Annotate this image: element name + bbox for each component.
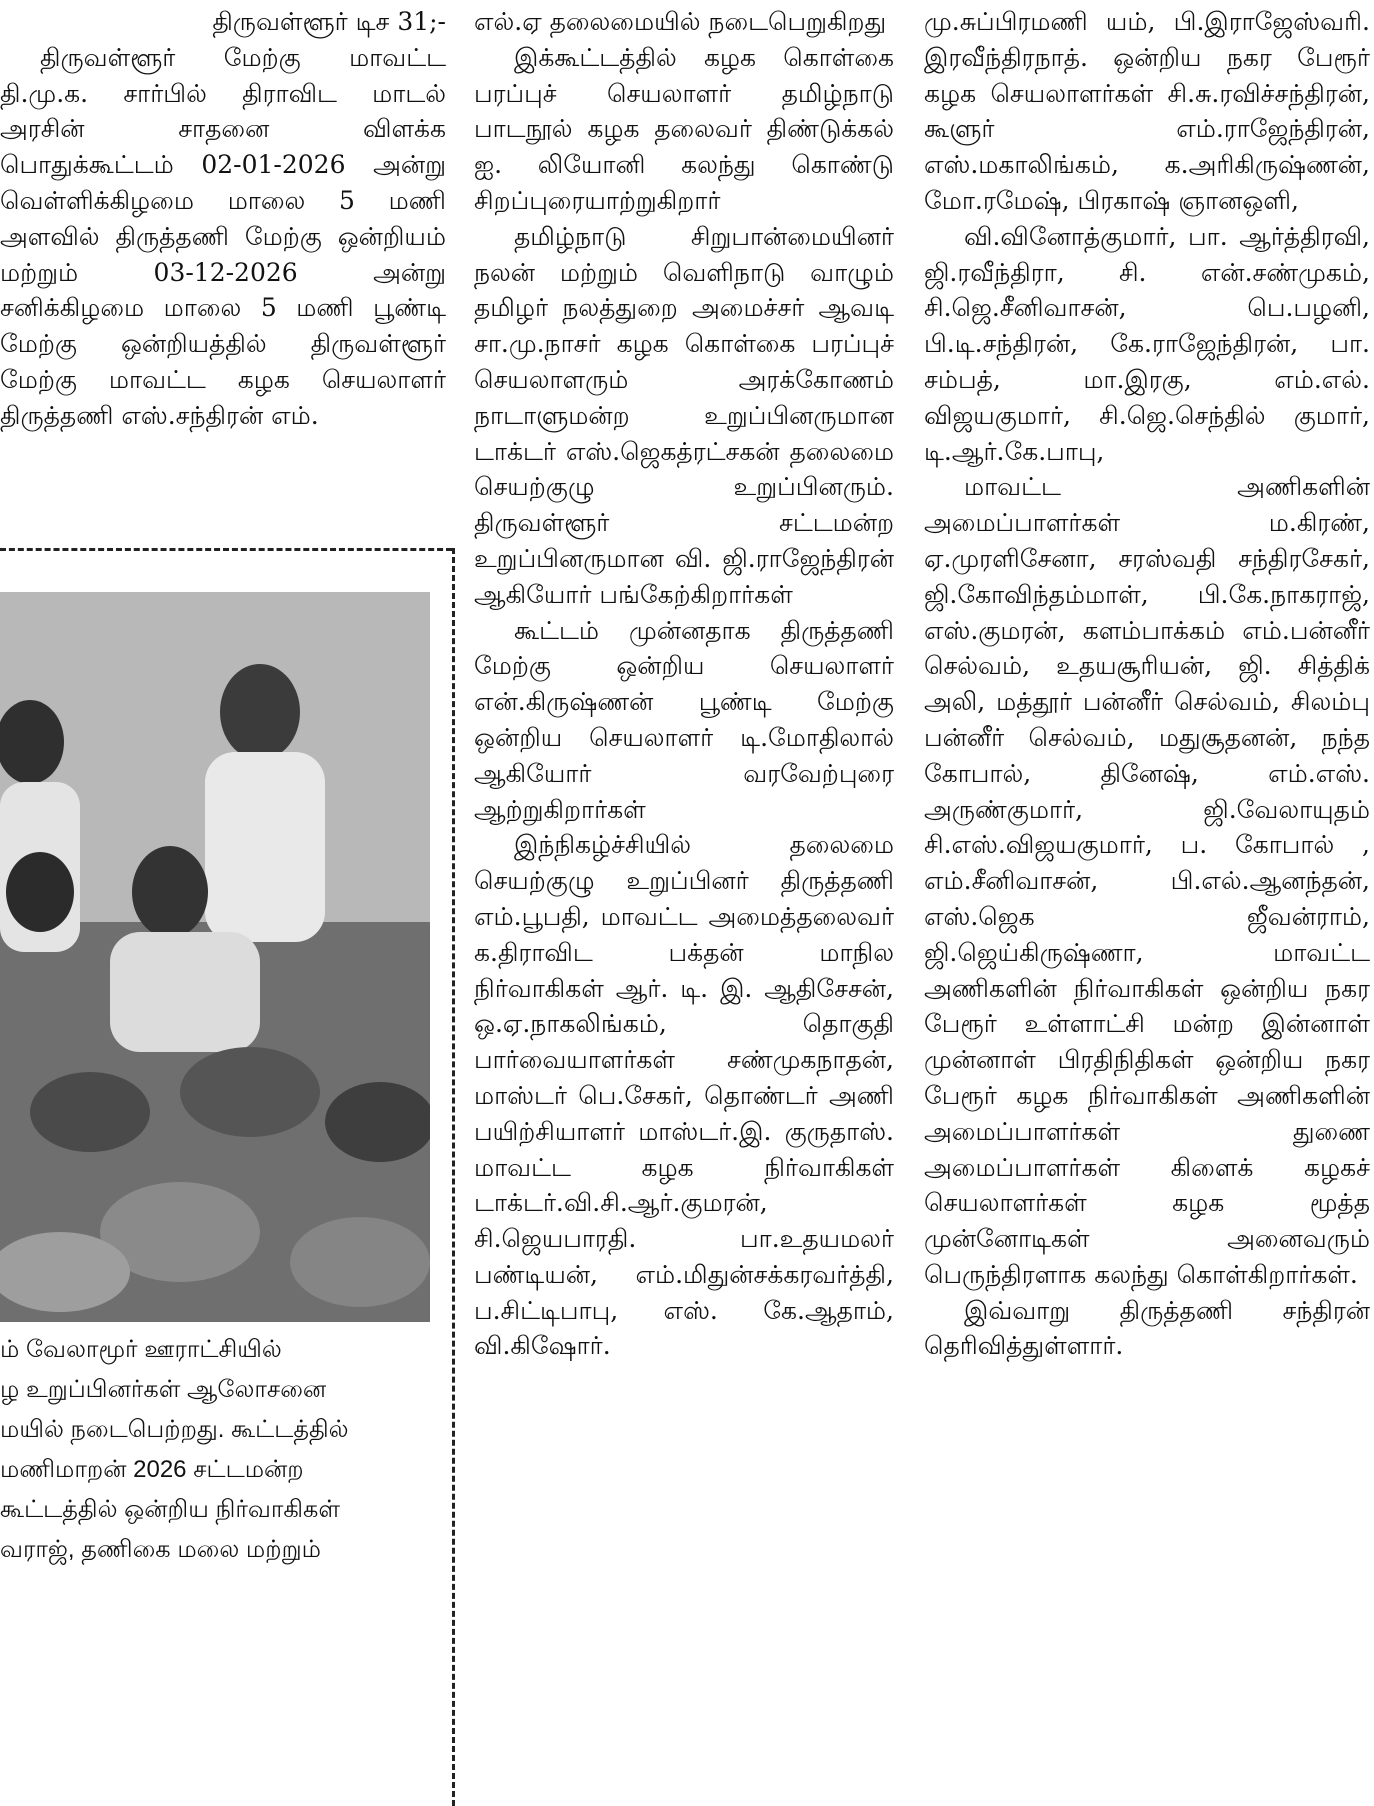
article-paragraph: மு.சுப்பிரமணி யம், பி.இராஜேஸ்வரி. இரவீந்திரநாத். ஒன்றிய நகர பேரூர் கழக செயலாளர்கள் சி.சு.ரவிச்சந்திரன், கூளுர் எம்.ராஜேந்திரன், எஸ்.மகாலிங்கம், க.அரிகிருஷ்ணன், மோ.ரமேஷ், பிரகாஷ் ஞானஒளி, bbox=[924, 7, 1370, 215]
caption-line: ழ உறுப்பினர்கள் ஆலோசனை bbox=[0, 1376, 327, 1403]
news-photo bbox=[0, 592, 430, 1322]
article-paragraph: இந்நிகழ்ச்சியில் தலைமை செயற்குழு உறுப்பினர் திருத்தணி எம்.பூபதி, மாவட்ட அமைத்தலைவர் க.திராவிட பக்தன் மாநில நிர்வாகிகள் ஆர். டி. இ. ஆதிசேசன், ஒ.ஏ.நாகலிங்கம், தொகுதி பார்வையாளர்கள் சண்முகநாதன், மாஸ்டர் பெ.சேகர், தொண்டர் அணி பயிற்சியாளர் மாஸ்டர்.இ. குருதாஸ். மாவட்ட கழக நிர்வாகிகள் டாக்டர்.வி.சி.ஆர்.குமரன், சி.ஜெயபாரதி. பா.உதயமலர் பண்டியன், எம்.மிதுன்சக்கரவர்த்தி, ப.சிட்டிபாபு, எஸ். கே.ஆதாம், வி.கிஷோர். bbox=[474, 830, 894, 1361]
article-paragraph: இக்கூட்டத்தில் கழக கொள்கை பரப்புச் செயலாளர் தமிழ்நாடு பாடநூல் கழக தலைவர் திண்டுக்கல் ஐ. லியோனி கலந்து கொண்டு சிறப்புரையாற்றுகிறார் bbox=[474, 42, 894, 215]
photo-caption bbox=[0, 1330, 446, 1800]
article-column-3 bbox=[924, 4, 1370, 1804]
article-column-2 bbox=[474, 4, 894, 1804]
article-paragraph: மாவட்ட அணிகளின் அமைப்பாளர்கள் ம.கிரண், ஏ.முரளிசேனா, சரஸ்வதி சந்திரசேகர், ஜி.கோவிந்தம்மாள், பி.கே.நாகராஜ், எஸ்.குமரன், களம்பாக்கம் எம்.பன்னீர் செல்வம், உதயசூரியன், ஜி. சித்திக் அலி, மத்தூர் பன்னீர் செல்வம், சிலம்பு பன்னீர் செல்வம், மதுசூதனன், நந்த கோபால், தினேஷ், எம்.எஸ். அருண்குமார், ஜி.வேலாயுதம் சி.எஸ்.விஜயகுமார், ப. கோபால் , எம்.சீனிவாசன், பி.எல்.ஆனந்தன், எஸ்.ஜெக ஜீவன்ராம், ஜி.ஜெய்கிருஷ்ணா, மாவட்ட அணிகளின் நிர்வாகிகள் ஒன்றிய நகர பேரூர் உள்ளாட்சி மன்ற இன்னாள் முன்னாள் பிரதிநிதிகள் ஒன்றிய நகர பேரூர் கழக நிர்வாகிகள் அணிகளின் அமைப்பாளர்கள் துணை அமைப்பாளர்கள் கிளைக் கழகச் செயலாளர்கள் கழக மூத்த முன்னோடிகள் அனைவரும் பெருந்திரளாக கலந்து கொள்கிறார்கள். bbox=[924, 472, 1370, 1289]
article-paragraph: தமிழ்நாடு சிறுபான்மையினர் நலன் மற்றும் வெளிநாடு வாழும் தமிழர் நலத்துறை அமைச்சர் ஆவடி சா.மு.நாசர் கழக கொள்கை பரப்புச் செயலாளரும் அரக்கோணம் நாடாளுமன்ற உறுப்பினருமான டாக்டர் எஸ்.ஜெகத்ரட்சகன் தலைமை செயற்குழு உறுப்பினரும். திருவள்ளூர் சட்டமன்ற உறுப்பினருமான வி. ஜி.ராஜேந்திரன் ஆகியோர் பங்கேற்கிறார்கள் bbox=[474, 221, 894, 609]
caption-line: ம் வேலாமூர் ஊராட்சியில் bbox=[0, 1336, 282, 1363]
photo-icon bbox=[0, 592, 430, 1322]
horizontal-dashed-divider bbox=[0, 548, 452, 551]
article-paragraph: திருவள்ளூர் மேற்கு மாவட்ட தி.மு.க. சார்பில் திராவிட மாடல் அரசின் சாதனை விளக்க பொதுக்கூட்டம் 02-01-2026 அன்று வெள்ளிக்கிழமை மாலை 5 மணி அளவில் திருத்தணி மேற்கு ஒன்றியம் மற்றும் 03-12-2026 அன்று சனிக்கிழமை மாலை 5 மணி பூண்டி மேற்கு ஒன்றியத்தில் திருவள்ளூர் மேற்கு மாவட்ட கழக செயலாளர் திருத்தணி எஸ்.சந்திரன் எம். bbox=[0, 42, 446, 430]
caption-line: மயில் நடைபெற்றது. கூட்டத்தில் bbox=[0, 1416, 349, 1443]
article-paragraph: கூட்டம் முன்னதாக திருத்தணி மேற்கு ஒன்றிய செயலாளர் என்.கிருஷ்ணன் பூண்டி மேற்கு ஒன்றிய செயலாளர் டி.மோதிலால் ஆகியோர் வரவேற்புரை ஆற்றுகிறார்கள் bbox=[474, 615, 894, 824]
dateline: திருவள்ளூர் டிச 31;- bbox=[212, 7, 446, 36]
caption-line: மணிமாறன் 2026 சட்டமன்ற bbox=[0, 1456, 304, 1483]
article-paragraph: வி.வினோத்குமார், பா. ஆர்த்திரவி, ஜி.ரவீந்திரா, சி. என்.சண்முகம், சி.ஜெ.சீனிவாசன், பெ.பழனி, பி.டி.சந்திரன், கே.ராஜேந்திரன், பா. சம்பத், மா.இரகு, எம்.எல். விஜயகுமார், சி.ஜெ.செந்தில் குமார், டி.ஆர்.கே.பாபு, bbox=[924, 221, 1370, 466]
vertical-dashed-divider bbox=[452, 548, 455, 1806]
article-paragraph: இவ்வாறு திருத்தணி சந்திரன் தெரிவித்துள்ளார். bbox=[924, 1295, 1370, 1361]
article-column-1 bbox=[0, 4, 446, 544]
caption-line: கூட்டத்தில் ஒன்றிய நிர்வாகிகள் bbox=[0, 1496, 341, 1523]
article-paragraph: எல்.ஏ தலைமையில் நடைபெறுகிறது bbox=[474, 7, 887, 36]
caption-line: வராஜ், தணிகை மலை மற்றும் bbox=[0, 1536, 321, 1563]
